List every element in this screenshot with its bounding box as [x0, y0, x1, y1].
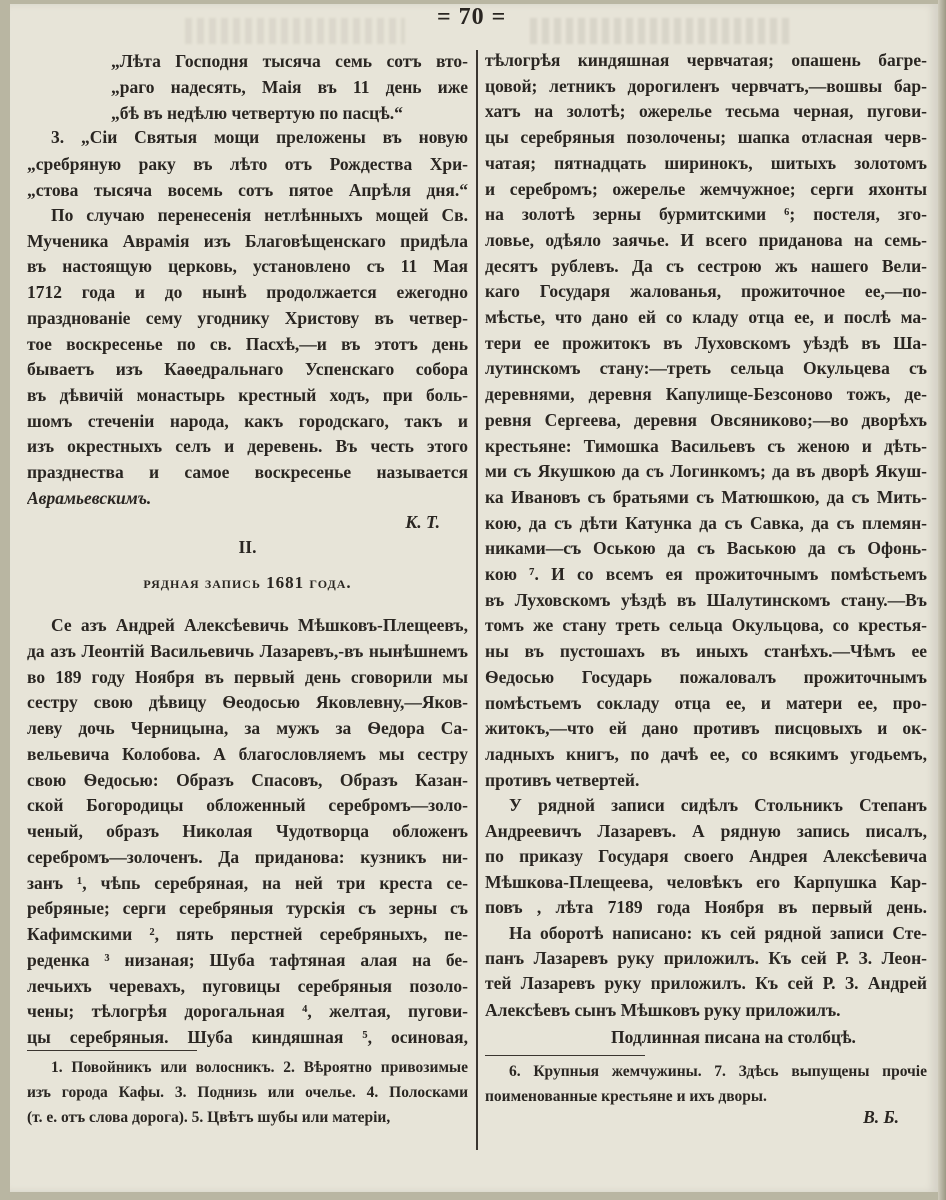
text-line: повъ , лѣта 7189 года Ноября въ первый день.: [485, 897, 927, 917]
text-line: II.: [238, 537, 257, 557]
text-line: Мученика Аврамія изъ Благовѣщенскаго придѣла: [27, 230, 468, 251]
text-line: каго Государя жалованья, прожиточное ее,—по-: [485, 281, 927, 302]
text-line: 3. „Сіи Святыя мощи преложены въ новую: [51, 127, 468, 147]
text-line: кою, да съ дѣти Катунка да съ Савка, да съ племян-: [485, 512, 927, 533]
text-line: и серебромъ; ожерелье жемчужное; серги яхонты: [485, 178, 927, 199]
text-line: сестру свою дѣвицу Ѳеодосью Яковлевну,—Яков-: [27, 692, 468, 713]
column-divider: [476, 50, 478, 1150]
bleed-through-header: [185, 18, 405, 44]
text-line: чатая; пятнадцать ширинокъ, шитыхъ золотомъ: [485, 152, 927, 173]
page-number: = 70 =: [437, 4, 507, 30]
text-line: ладныхъ книгъ, по дачѣ ее, со всякимъ угодьемъ,: [485, 743, 927, 764]
text-line: У рядной записи сидѣлъ Стольникъ Степанъ: [509, 795, 927, 815]
footnote-rule-left: [27, 1050, 197, 1051]
text-line: тери ее прожитокъ въ Луховскомъ уѣздѣ въ Ша-: [485, 332, 927, 353]
text-line: въ Луховскомъ уѣздѣ въ Шалутинскомъ стану.—Въ: [485, 589, 927, 610]
text-line: крестьяне: Тимошка Васильевъ съ женою и дѣть-: [485, 435, 927, 456]
text-line: ской Богородицы обложенный серебромъ—золо-: [27, 795, 468, 816]
text-line: свою Ѳедосью: Образъ Спасовъ, Образъ Казан-: [27, 769, 468, 790]
text-line: лутинскомъ стану:—треть сельца Окульцева съ: [485, 358, 927, 379]
footnote-line: (т. е. отъ слова дорога). 5. Цвѣтъ шубы или матеріи,: [27, 1109, 391, 1126]
text-line: лечьихъ черевахъ, пуговицы серебряныя позоло-: [27, 975, 468, 996]
text-line: житокъ,—что ей дано противъ писцовыхъ и ок-: [485, 718, 927, 739]
text-line: Андреевичъ Лазаревъ. А рядную запись писалъ,: [485, 820, 927, 841]
page-edge-shadow: [938, 0, 946, 1200]
text-line: „стова тысяча восемь сотъ пятое Апрѣля дня.“: [27, 180, 468, 200]
text-line: празднества и самое воскресенье называется: [27, 462, 468, 482]
text-line: ка Ивановъ съ братьями съ Матюшкою, да съ Мить-: [485, 486, 927, 507]
text-line: Мѣшкова-Плещеева, человѣкъ его Карпушка Кар-: [485, 871, 927, 892]
text-line: на золотѣ зерны бурмитскими ⁶; постеля, зго-: [485, 204, 927, 225]
text-line: Ѳедосью Государь пожаловалъ прожиточнымъ: [485, 666, 927, 687]
text-line: леву дочь Черницына, за мужъ за Ѳедора Са-: [27, 718, 468, 738]
text-line: рядная запись 1681 года.: [143, 573, 352, 592]
text-line: празднованіе сему угоднику Христову въ четвер-: [27, 307, 468, 328]
text-line: По случаю перенесенія нетлѣнныхъ мощей Св.: [51, 205, 468, 225]
text-line: мѣстье, что дано ей со кладу отца ее, и послѣ ма-: [485, 307, 927, 327]
text-line: хатъ на золотѣ; ожерелье тесьма черная, пугови-: [485, 101, 927, 122]
text-line: ны въ пустошахъ въ иныхъ станѣхъ.—Чѣмъ ее: [485, 641, 927, 662]
footnote-line: поименованные крестьяне и ихъ дворы.: [485, 1088, 767, 1105]
text-line: изъ окрестныхъ селъ и деревень. Въ честь этого: [27, 436, 468, 457]
text-line: Кафимскими ², пять перстней серебряныхъ, пе-: [27, 924, 468, 944]
text-line: панъ Лазаревъ руку приложилъ. Къ сей Р. З. Леон-: [485, 948, 927, 968]
text-line: ревня Сергеева, деревня Овсяниково;—во дворѣхъ: [485, 409, 927, 430]
footnote-line: В. Б.: [863, 1107, 899, 1127]
text-line: „Лѣта Господня тысяча семь сотъ вто-: [111, 51, 468, 71]
text-line: въ настоящую церковь, установлено съ 11 Мая: [27, 256, 468, 277]
text-line: „сребряную раку въ лѣто отъ Рождества Хри-: [27, 154, 468, 174]
text-line: ми съ Якушкою да съ Логинкомъ; да въ дворѣ Якуш-: [485, 461, 927, 482]
text-line: никами—съ Оською да съ Ваською да съ Офонь-: [485, 538, 927, 559]
text-line: шомъ стеченіи народа, какъ городскаго, такъ и: [27, 410, 468, 431]
text-line: К. Т.: [405, 512, 440, 532]
footnote-rule-right: [485, 1055, 645, 1056]
text-line: занъ ¹, чѣпь серебряная, на ней три креста се-: [27, 872, 468, 893]
text-line: цовой; летникъ дорогиленъ червчатъ,—вошвы бар-: [485, 75, 927, 96]
text-line: бываетъ изъ Каѳедральнаго Успенскаго собора: [27, 359, 468, 380]
text-line: ловье, одѣяло заячье. И всего приданова на семь-: [485, 229, 927, 250]
text-line: да азъ Леонтій Васильевичь Лазаревъ,-въ нынѣшнемъ: [27, 640, 468, 661]
text-line: Алексѣевъ сынъ Мѣшковъ руку приложилъ.: [485, 1000, 841, 1020]
text-line: помѣстьемъ сокладу отца ее, и матери ее, про-: [485, 692, 927, 713]
text-line: вельевича Колобова. А благословляемъ мы сестру: [27, 743, 468, 764]
text-line: ребряные; серги серебряныя турскія съ зерны съ: [27, 898, 468, 919]
text-line: тое воскресенье по св. Пасхѣ,—и въ этотъ день: [27, 333, 468, 354]
text-line: серебромъ—золоченъ. Да приданова: кузникъ ни-: [27, 846, 468, 867]
text-line: „бѣ въ недѣлю четвертую по пасцѣ.“: [111, 103, 403, 123]
text-line: Подлинная писана на столбцѣ.: [611, 1027, 856, 1047]
text-line: тей Лазаревъ руку приложилъ. Къ сей Р. З. Андрей: [485, 973, 927, 993]
text-line: „раго надесять, Маія въ 11 день иже: [111, 77, 468, 97]
footnote-line: 1. Повойникъ или волосникъ. 2. Вѣроятно привозимые: [51, 1059, 468, 1076]
text-line: На оборотѣ написано: къ сей рядной записи Сте-: [509, 923, 927, 943]
text-line: ченый, образъ Николая Чудотворца обложенъ: [27, 821, 468, 841]
text-line: цы серебряныя позолочены; шапка отласная черв-: [485, 127, 927, 148]
text-line: томъ же стану треть сельца Окульцова, со крестья-: [485, 615, 927, 636]
text-line: противъ четвертей.: [485, 769, 640, 790]
text-line: въ дѣвичій монастырь крестный ходъ, при боль-: [27, 384, 468, 405]
text-line: Се азъ Андрей Алексѣевичь Мѣшковъ-Плещеевъ,: [51, 615, 468, 635]
text-line: тѣлогрѣя киндяшная червчатая; опашень багре-: [485, 50, 927, 70]
text-line: 1712 года и до нынѣ продолжается ежегодно: [27, 282, 468, 303]
text-line: реденка ³ низаная; Шуба тафтяная алая на бе-: [27, 949, 468, 970]
footnote-line: 6. Крупныя жемчужины. 7. Здѣсь выпущены прочіе: [509, 1063, 927, 1080]
bleed-through-header: [530, 18, 790, 44]
text-line: деревнями, деревня Капулище-Безсоново тожъ, де-: [485, 384, 927, 405]
text-line: десятъ рублевъ. Да съ сестрою жъ нашего Вели-: [485, 255, 927, 276]
footnote-line: изъ города Кафы. 3. Поднизь или очелье. 4. Полосками: [27, 1084, 468, 1101]
text-line: по приказу Государя своего Андрея Алексѣевича: [485, 846, 927, 866]
text-line: цы серебряныя. Шуба киндяшная ⁵, осиновая,: [27, 1027, 468, 1047]
text-line: чены; тѣлогрѣя дорогальная ⁴, желтая, пугови-: [27, 1001, 468, 1022]
text-line: во 189 году Ноября въ первый день сговорили мы: [27, 666, 468, 687]
text-line: кою ⁷. И со всемъ ея прожиточнымъ помѣстьемъ: [485, 564, 927, 584]
text-line: Аврамьевскимъ.: [27, 487, 152, 508]
